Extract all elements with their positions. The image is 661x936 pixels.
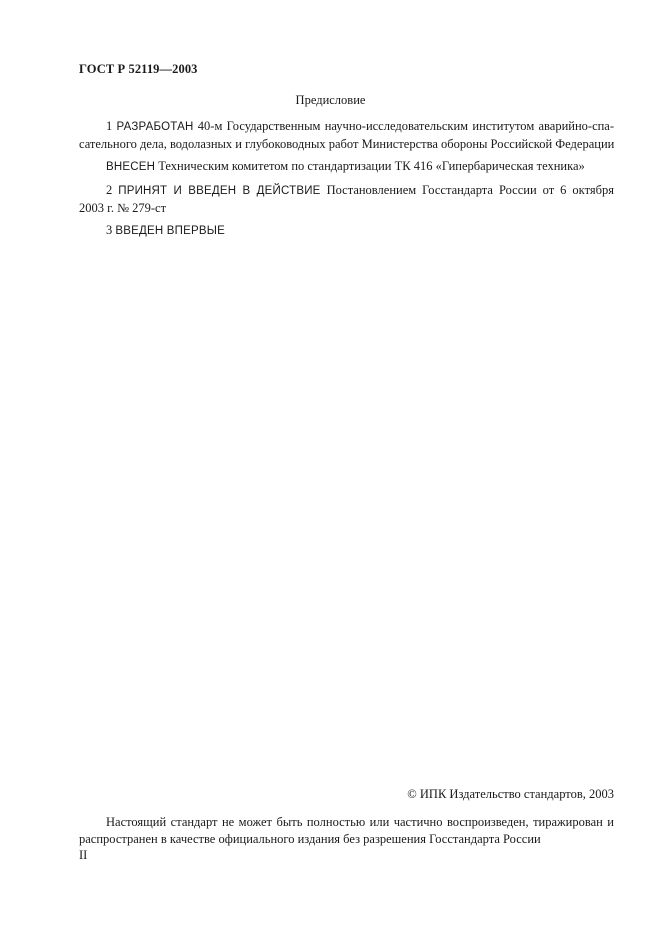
reproduction-notice bbox=[79, 814, 614, 848]
foreword-submitted-line bbox=[79, 158, 614, 176]
foreword-item-1 bbox=[79, 118, 614, 153]
item-keyword: ПРИНЯТ И ВВЕДЕН В ДЕЙСТВИЕ bbox=[118, 185, 321, 197]
foreword-item-2-line-2: 2003 г. № 279-ст bbox=[79, 201, 167, 215]
page-number: II bbox=[79, 848, 88, 862]
item-number: 3 bbox=[106, 223, 113, 237]
copyright-line: © ИПК Издательство стандартов, 2003 bbox=[407, 787, 614, 801]
foreword-item-3 bbox=[79, 222, 614, 240]
foreword-item-1-line-1 bbox=[79, 118, 614, 136]
item-text: Техническим комитетом по стандартизации ТК 416 «Гипербарическая техника» bbox=[158, 159, 585, 173]
item-keyword: РАЗРАБОТАН bbox=[116, 121, 194, 133]
foreword-submitted bbox=[79, 158, 614, 176]
item-text: Постановлением Госстандарта России от 6 октября bbox=[326, 183, 614, 197]
section-title: Предисловие bbox=[295, 93, 366, 107]
notice-line-1: Настоящий стандарт не может быть полностью или частично воспроизведен, тиражирован и bbox=[106, 815, 614, 829]
document-id-header: ГОСТ Р 52119—2003 bbox=[79, 62, 198, 76]
foreword-item-1-line-2: сательного дела, водолазных и глубоководных работ Министерства обороны Российской Федерации bbox=[79, 137, 615, 151]
item-number: 1 bbox=[106, 119, 113, 133]
notice-line-2: распространен в качестве официального издания без разрешения Госстандарта России bbox=[79, 832, 541, 846]
item-keyword: ВВЕДЕН ВПЕРВЫЕ bbox=[115, 225, 225, 237]
item-text: 40-м Государственным научно-исследовательским институтом аварийно-спа- bbox=[197, 119, 615, 133]
foreword-item-2-line-1 bbox=[79, 182, 614, 200]
foreword-item-2 bbox=[79, 182, 614, 217]
item-keyword: ВНЕСЕН bbox=[106, 161, 156, 173]
foreword-item-3-line bbox=[79, 222, 614, 240]
item-number: 2 bbox=[106, 183, 113, 197]
